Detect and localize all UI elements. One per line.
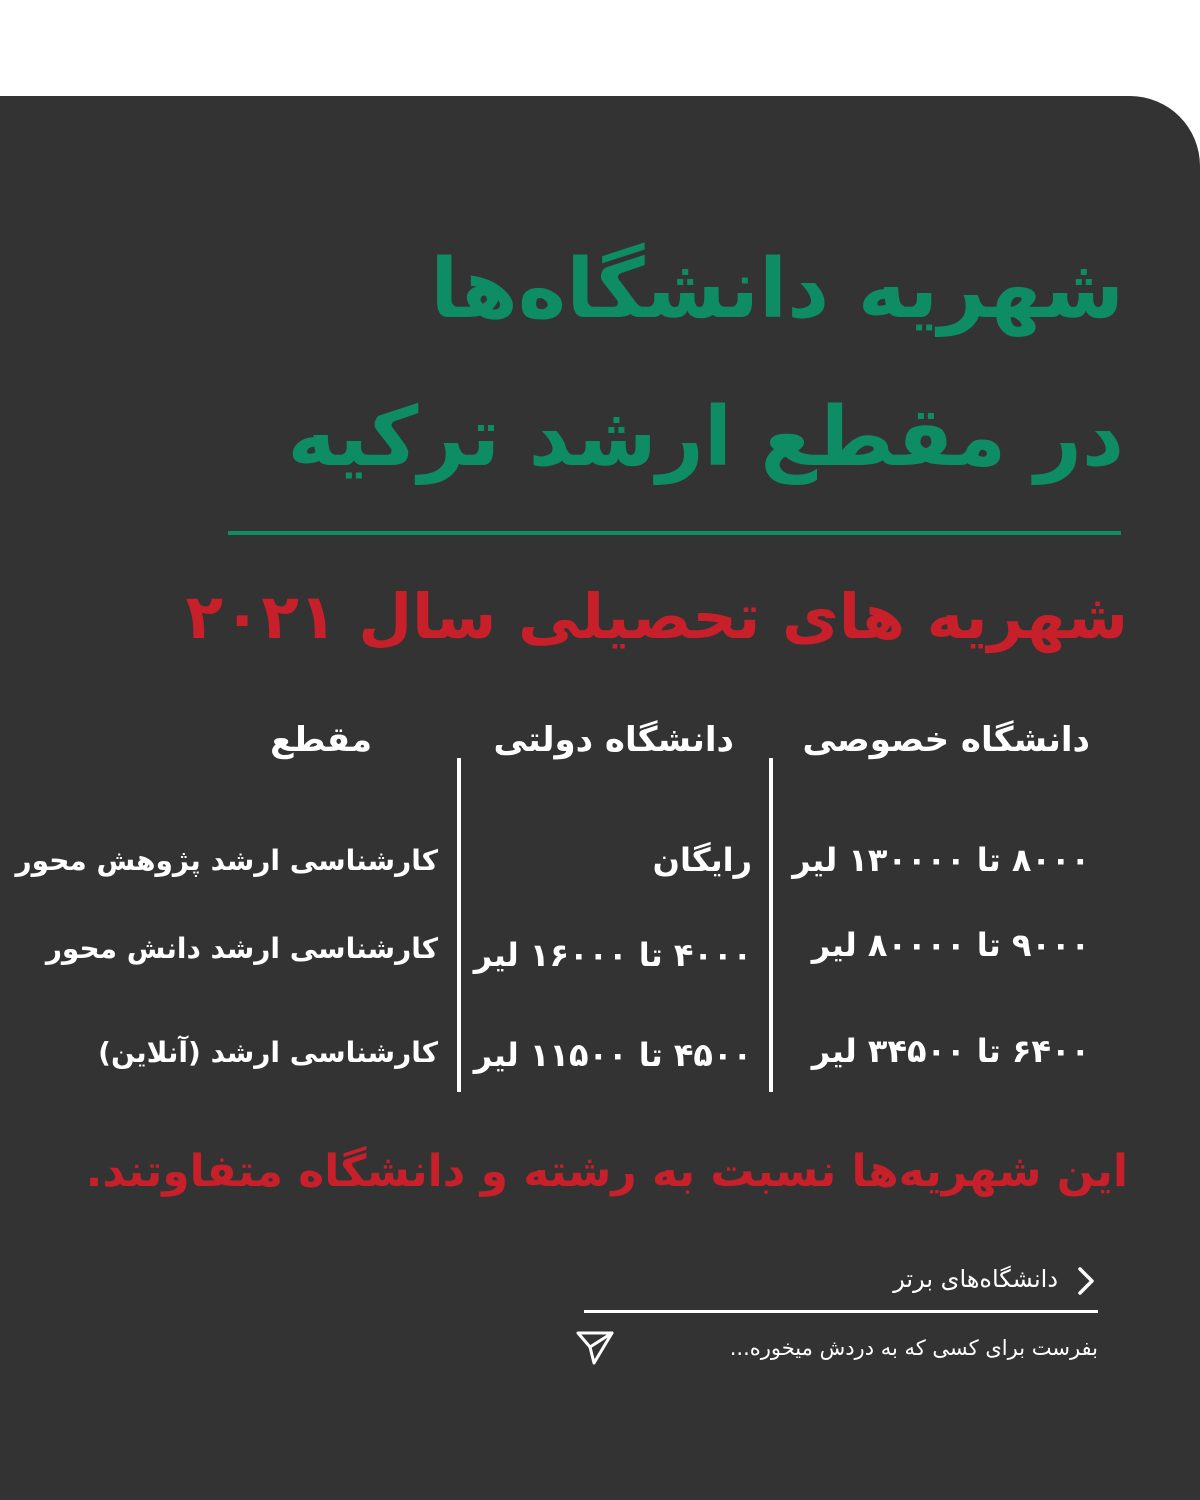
title-divider: [228, 531, 1121, 535]
content-card: [0, 96, 1200, 1500]
column-separator: [769, 758, 773, 1092]
footer-divider: [584, 1310, 1098, 1313]
send-icon[interactable]: [575, 1329, 615, 1371]
chevron-right-icon: [1074, 1265, 1098, 1301]
row-1-level: کارشناسی ارشد پژوهش محور: [15, 844, 438, 877]
row-3-level: کارشناسی ارشد (آنلاین): [98, 1036, 438, 1069]
row-2-level: کارشناسی ارشد دانش محور: [45, 932, 438, 965]
column-separator: [457, 758, 461, 1092]
header-private-university: دانشگاه خصوصی: [802, 720, 1090, 760]
header-degree-level: مقطع: [270, 720, 372, 760]
title-line-1: شهریه دانشگاه‌ها: [430, 242, 1124, 337]
row-2-private-fee: ۹۰۰۰ تا ۸۰۰۰۰ لیر: [811, 926, 1090, 964]
row-2-public-fee: ۴۰۰۰ تا ۱۶۰۰۰ لیر: [473, 936, 752, 974]
top-universities-link[interactable]: [584, 1261, 1098, 1301]
subtitle: شهریه های تحصیلی سال ۲۰۲۱: [185, 580, 1128, 653]
title-line-2: در مقطع ارشد ترکیه: [287, 390, 1124, 485]
row-1-private-fee: ۸۰۰۰ تا ۱۳۰۰۰۰ لیر: [792, 841, 1090, 879]
row-3-private-fee: ۶۴۰۰ تا ۳۴۵۰۰ لیر: [811, 1032, 1090, 1070]
share-prompt: بفرست برای کسی که به دردش میخوره...: [729, 1336, 1098, 1360]
fee-note: این شهریه‌ها نسبت به رشته و دانشگاه متفاوتند.: [85, 1146, 1128, 1197]
row-3-public-fee: ۴۵۰۰ تا ۱۱۵۰۰ لیر: [473, 1036, 752, 1074]
top-universities-label: دانشگاه‌های برتر: [893, 1265, 1058, 1293]
row-1-public-fee: رایگان: [652, 841, 752, 879]
page-title: [287, 216, 1124, 512]
header-public-university: دانشگاه دولتی: [493, 720, 734, 760]
